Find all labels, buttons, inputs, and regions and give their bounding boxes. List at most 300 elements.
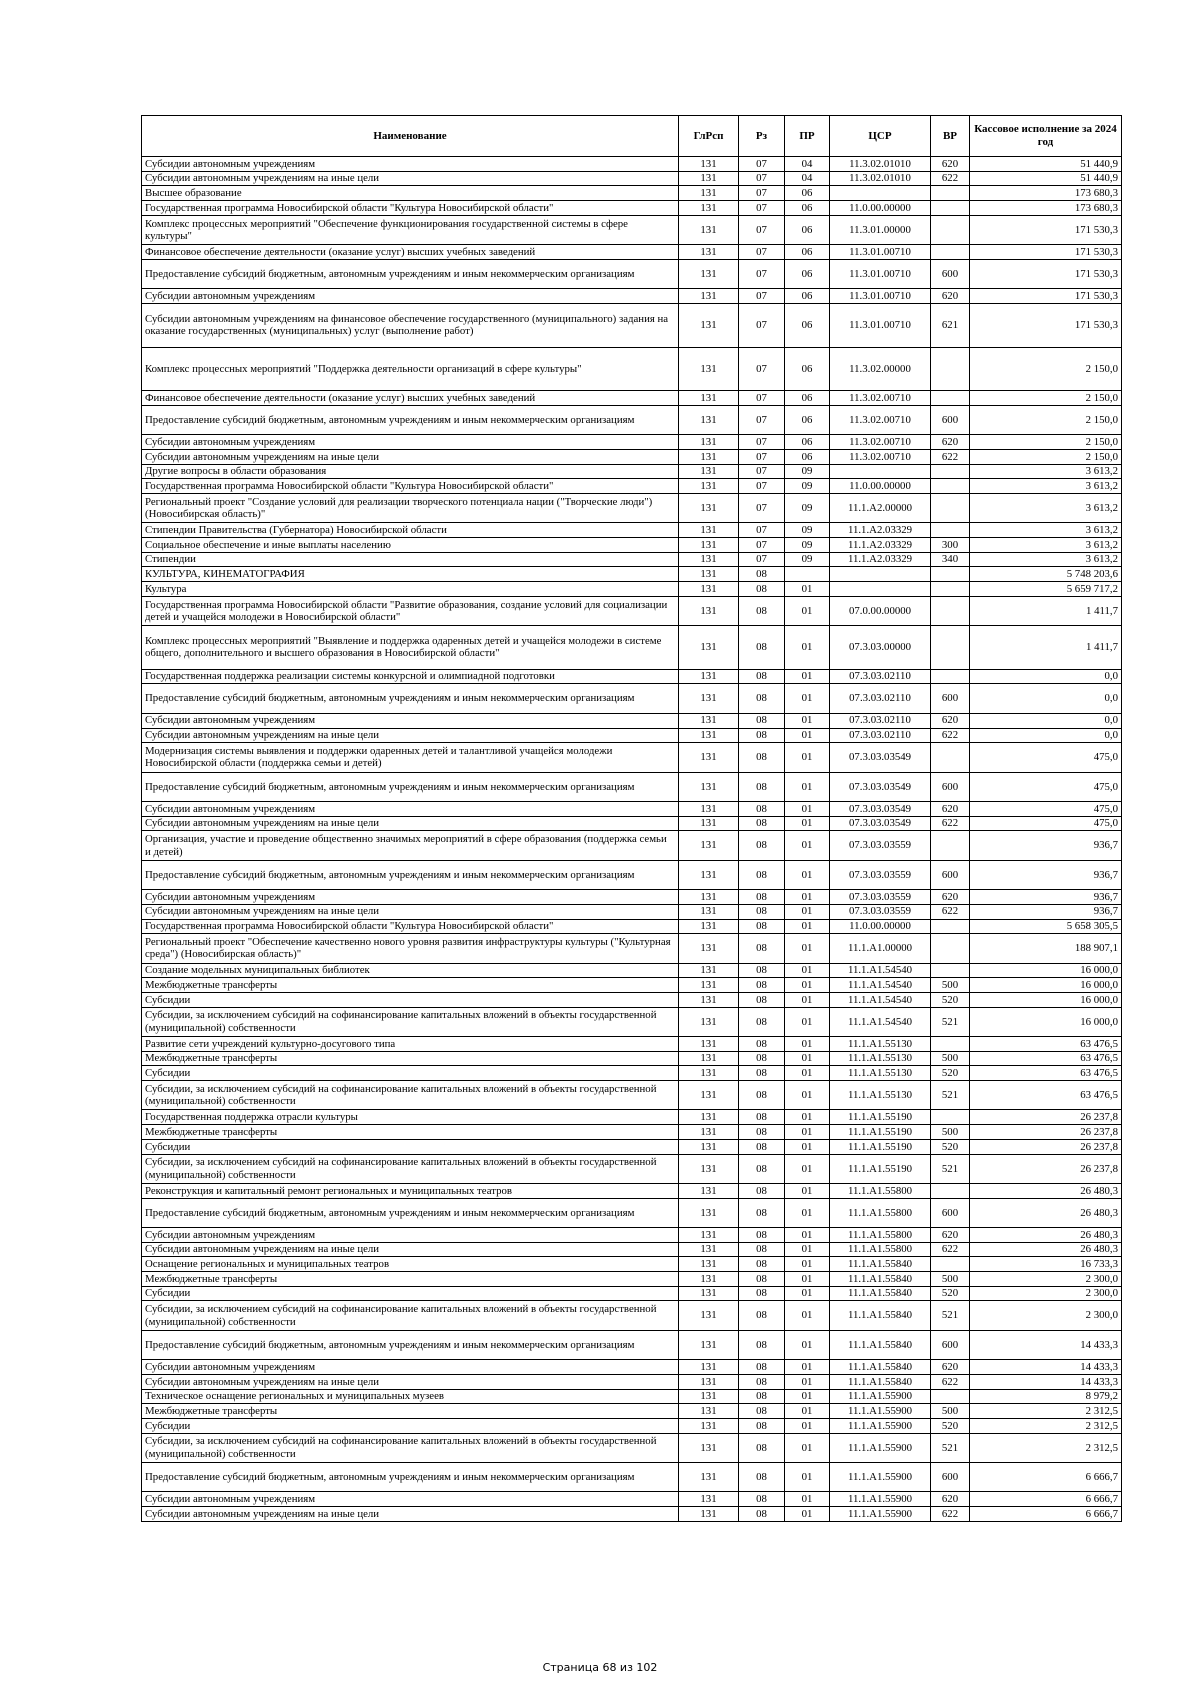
cell-csr: 11.1.А1.55840 — [830, 1257, 931, 1272]
cell-rz: 08 — [739, 1198, 785, 1227]
cell-pr: 01 — [785, 772, 830, 801]
cell-pr: 01 — [785, 1007, 830, 1036]
cell-sum: 6 666,7 — [970, 1492, 1122, 1507]
page-number: Страница 68 из 102 — [542, 1661, 658, 1674]
cell-csr: 07.3.03.03559 — [830, 860, 931, 889]
cell-glrsp: 131 — [679, 186, 739, 201]
cell-glrsp: 131 — [679, 1066, 739, 1081]
cell-rz: 07 — [739, 347, 785, 391]
header-glrsp: ГлРсп — [679, 116, 739, 157]
cell-vr — [931, 567, 970, 582]
cell-glrsp: 131 — [679, 1228, 739, 1243]
table-row — [142, 1257, 1122, 1272]
cell-name: Межбюджетные трансферты — [142, 1404, 679, 1419]
cell-csr: 11.3.02.00710 — [830, 435, 931, 450]
cell-glrsp: 131 — [679, 890, 739, 905]
cell-rz: 08 — [739, 1404, 785, 1419]
cell-sum: 2 150,0 — [970, 435, 1122, 450]
cell-vr: 620 — [931, 890, 970, 905]
cell-name: Государственная поддержка отрасли культуры — [142, 1110, 679, 1125]
table-row — [142, 1463, 1122, 1492]
cell-pr: 09 — [785, 479, 830, 494]
cell-sum: 936,7 — [970, 831, 1122, 860]
cell-name: Субсидии автономным учреждениям на иные цели — [142, 171, 679, 186]
cell-csr — [830, 186, 931, 201]
cell-sum: 26 480,3 — [970, 1228, 1122, 1243]
cell-pr: 09 — [785, 523, 830, 538]
cell-csr: 11.1.А1.55800 — [830, 1183, 931, 1198]
cell-csr: 11.1.А1.55800 — [830, 1198, 931, 1227]
cell-rz: 08 — [739, 992, 785, 1007]
cell-sum: 26 480,3 — [970, 1242, 1122, 1257]
table-row — [142, 626, 1122, 670]
cell-vr — [931, 245, 970, 260]
cell-csr: 07.3.03.03549 — [830, 801, 931, 816]
cell-csr: 11.3.01.00710 — [830, 259, 931, 288]
cell-pr: 01 — [785, 831, 830, 860]
table-row — [142, 201, 1122, 216]
table-row — [142, 1154, 1122, 1183]
cell-name: Комплекс процессных мероприятий "Выявление и поддержка одаренных детей и учащейся молодежи в системе общего, дополнительного и высшего образования в Новосибирской области" — [142, 626, 679, 670]
cell-pr: 01 — [785, 860, 830, 889]
cell-pr: 01 — [785, 1389, 830, 1404]
cell-name: Субсидии автономным учреждениям на иные цели — [142, 904, 679, 919]
table-row — [142, 245, 1122, 260]
cell-sum: 26 237,8 — [970, 1110, 1122, 1125]
table-row — [142, 1330, 1122, 1359]
cell-sum: 936,7 — [970, 890, 1122, 905]
cell-pr: 06 — [785, 215, 830, 244]
cell-vr: 521 — [931, 1301, 970, 1330]
cell-csr: 11.1.А2.03329 — [830, 523, 931, 538]
cell-glrsp: 131 — [679, 1154, 739, 1183]
cell-pr: 09 — [785, 552, 830, 567]
cell-csr: 11.3.02.00710 — [830, 391, 931, 406]
cell-csr: 11.1.А1.55190 — [830, 1139, 931, 1154]
cell-vr: 521 — [931, 1433, 970, 1462]
cell-vr: 620 — [931, 157, 970, 172]
cell-name: Субсидии автономным учреждениям на иные цели — [142, 728, 679, 743]
cell-sum: 16 000,0 — [970, 1007, 1122, 1036]
cell-csr: 11.1.А1.55840 — [830, 1330, 931, 1359]
cell-rz: 08 — [739, 772, 785, 801]
cell-glrsp: 131 — [679, 1125, 739, 1140]
table-row — [142, 1183, 1122, 1198]
cell-name: Предоставление субсидий бюджетным, автономным учреждениям и иным некоммерческим организациям — [142, 684, 679, 713]
cell-pr: 01 — [785, 713, 830, 728]
cell-csr: 11.1.А1.55900 — [830, 1463, 931, 1492]
cell-name: Межбюджетные трансферты — [142, 1051, 679, 1066]
cell-csr: 11.1.А1.55800 — [830, 1228, 931, 1243]
cell-glrsp: 131 — [679, 816, 739, 831]
cell-rz: 08 — [739, 1272, 785, 1287]
cell-csr: 11.3.02.01010 — [830, 157, 931, 172]
cell-glrsp: 131 — [679, 1272, 739, 1287]
cell-glrsp: 131 — [679, 1007, 739, 1036]
cell-rz: 08 — [739, 1360, 785, 1375]
cell-rz: 08 — [739, 1257, 785, 1272]
cell-csr: 11.3.02.01010 — [830, 171, 931, 186]
cell-vr: 600 — [931, 1198, 970, 1227]
cell-vr: 520 — [931, 1066, 970, 1081]
cell-sum: 1 411,7 — [970, 596, 1122, 625]
table-row — [142, 1360, 1122, 1375]
cell-rz: 07 — [739, 405, 785, 434]
cell-sum: 2 150,0 — [970, 405, 1122, 434]
cell-csr: 11.1.А1.55840 — [830, 1360, 931, 1375]
cell-vr — [931, 1110, 970, 1125]
cell-csr: 11.1.А1.55900 — [830, 1507, 931, 1522]
cell-name: Субсидии автономным учреждениям на иные цели — [142, 1507, 679, 1522]
table-row — [142, 1389, 1122, 1404]
cell-sum: 26 237,8 — [970, 1125, 1122, 1140]
cell-pr: 01 — [785, 1507, 830, 1522]
cell-name: Субсидии автономным учреждениям — [142, 435, 679, 450]
table-row — [142, 1051, 1122, 1066]
cell-vr: 620 — [931, 713, 970, 728]
cell-vr — [931, 523, 970, 538]
cell-vr: 622 — [931, 816, 970, 831]
cell-glrsp: 131 — [679, 1242, 739, 1257]
cell-sum: 936,7 — [970, 860, 1122, 889]
cell-csr: 11.1.А1.55900 — [830, 1404, 931, 1419]
table-row — [142, 1066, 1122, 1081]
cell-name: Предоставление субсидий бюджетным, автономным учреждениям и иным некоммерческим организациям — [142, 405, 679, 434]
cell-vr: 520 — [931, 1418, 970, 1433]
cell-pr: 01 — [785, 626, 830, 670]
cell-glrsp: 131 — [679, 1139, 739, 1154]
cell-name: Субсидии автономным учреждениям — [142, 713, 679, 728]
cell-csr — [830, 567, 931, 582]
cell-name: Предоставление субсидий бюджетным, автономным учреждениям и иным некоммерческим организациям — [142, 1463, 679, 1492]
table-row — [142, 904, 1122, 919]
cell-rz: 07 — [739, 552, 785, 567]
cell-vr — [931, 493, 970, 522]
cell-glrsp: 131 — [679, 1404, 739, 1419]
cell-pr: 01 — [785, 1242, 830, 1257]
table-row — [142, 831, 1122, 860]
cell-rz: 07 — [739, 259, 785, 288]
cell-vr: 622 — [931, 171, 970, 186]
cell-csr: 07.3.03.03559 — [830, 904, 931, 919]
cell-rz: 07 — [739, 538, 785, 553]
cell-name: Предоставление субсидий бюджетным, автономным учреждениям и иным некоммерческим организациям — [142, 772, 679, 801]
cell-vr: 600 — [931, 1463, 970, 1492]
cell-rz: 08 — [739, 831, 785, 860]
cell-sum: 3 613,2 — [970, 523, 1122, 538]
cell-csr: 07.3.03.03549 — [830, 772, 931, 801]
cell-glrsp: 131 — [679, 259, 739, 288]
cell-sum: 2 312,5 — [970, 1418, 1122, 1433]
cell-glrsp: 131 — [679, 919, 739, 934]
cell-pr: 01 — [785, 934, 830, 963]
table-row — [142, 1272, 1122, 1287]
cell-sum: 5 659 717,2 — [970, 582, 1122, 597]
cell-pr: 01 — [785, 963, 830, 978]
cell-name: Государственная программа Новосибирской области "Культура Новосибирской области" — [142, 201, 679, 216]
cell-pr: 06 — [785, 289, 830, 304]
cell-rz: 08 — [739, 816, 785, 831]
cell-pr: 01 — [785, 1051, 830, 1066]
cell-csr: 11.1.А1.55130 — [830, 1037, 931, 1052]
cell-sum: 2 300,0 — [970, 1272, 1122, 1287]
table-row — [142, 171, 1122, 186]
cell-csr: 11.1.А1.55130 — [830, 1081, 931, 1110]
cell-csr: 07.0.00.00000 — [830, 596, 931, 625]
table-row — [142, 538, 1122, 553]
cell-pr: 01 — [785, 919, 830, 934]
cell-name: Предоставление субсидий бюджетным, автономным учреждениям и иным некоммерческим организациям — [142, 1198, 679, 1227]
cell-vr: 600 — [931, 1330, 970, 1359]
cell-csr — [830, 464, 931, 479]
table-row — [142, 289, 1122, 304]
cell-sum: 2 300,0 — [970, 1301, 1122, 1330]
table-row — [142, 1492, 1122, 1507]
cell-name: Субсидии, за исключением субсидий на софинансирование капитальных вложений в объекты государственной (муниципальной) собственности — [142, 1007, 679, 1036]
cell-sum: 3 613,2 — [970, 464, 1122, 479]
cell-glrsp: 131 — [679, 303, 739, 347]
cell-rz: 08 — [739, 1301, 785, 1330]
cell-sum: 475,0 — [970, 801, 1122, 816]
cell-csr: 11.1.А1.55840 — [830, 1374, 931, 1389]
cell-vr: 622 — [931, 904, 970, 919]
table-row — [142, 582, 1122, 597]
cell-sum: 5 658 305,5 — [970, 919, 1122, 934]
cell-pr: 01 — [785, 582, 830, 597]
cell-csr: 11.1.А1.55130 — [830, 1066, 931, 1081]
cell-pr: 01 — [785, 596, 830, 625]
header-rz: Рз — [739, 116, 785, 157]
cell-glrsp: 131 — [679, 992, 739, 1007]
cell-vr — [931, 582, 970, 597]
cell-rz: 08 — [739, 1242, 785, 1257]
table-row — [142, 669, 1122, 684]
cell-rz: 08 — [739, 1110, 785, 1125]
cell-rz: 07 — [739, 215, 785, 244]
cell-pr: 01 — [785, 1228, 830, 1243]
cell-csr: 11.3.01.00710 — [830, 289, 931, 304]
cell-rz: 08 — [739, 1139, 785, 1154]
cell-pr: 01 — [785, 801, 830, 816]
cell-name: Субсидии автономным учреждениям — [142, 1360, 679, 1375]
cell-pr: 09 — [785, 493, 830, 522]
cell-name: Создание модельных муниципальных библиотек — [142, 963, 679, 978]
cell-rz: 08 — [739, 626, 785, 670]
cell-vr — [931, 934, 970, 963]
table-row — [142, 816, 1122, 831]
cell-sum: 3 613,2 — [970, 552, 1122, 567]
cell-sum: 173 680,3 — [970, 201, 1122, 216]
cell-vr: 622 — [931, 1242, 970, 1257]
cell-vr: 620 — [931, 801, 970, 816]
cell-pr: 06 — [785, 449, 830, 464]
cell-glrsp: 131 — [679, 567, 739, 582]
cell-rz: 08 — [739, 978, 785, 993]
cell-pr: 06 — [785, 347, 830, 391]
cell-name: Техническое оснащение региональных и муниципальных музеев — [142, 1389, 679, 1404]
cell-name: Субсидии — [142, 1139, 679, 1154]
cell-glrsp: 131 — [679, 1389, 739, 1404]
cell-vr: 500 — [931, 1051, 970, 1066]
cell-glrsp: 131 — [679, 538, 739, 553]
cell-name: Развитие сети учреждений культурно-досугового типа — [142, 1037, 679, 1052]
cell-rz: 08 — [739, 1037, 785, 1052]
cell-name: Финансовое обеспечение деятельности (оказание услуг) высших учебных заведений — [142, 391, 679, 406]
cell-rz: 08 — [739, 919, 785, 934]
cell-csr: 11.1.А1.55900 — [830, 1492, 931, 1507]
cell-pr: 01 — [785, 1110, 830, 1125]
cell-glrsp: 131 — [679, 1301, 739, 1330]
cell-sum: 6 666,7 — [970, 1507, 1122, 1522]
table-row — [142, 860, 1122, 889]
table-row — [142, 919, 1122, 934]
cell-glrsp: 131 — [679, 1330, 739, 1359]
cell-name: Субсидии, за исключением субсидий на софинансирование капитальных вложений в объекты государственной (муниципальной) собственности — [142, 1433, 679, 1462]
table-row — [142, 992, 1122, 1007]
cell-pr: 01 — [785, 1418, 830, 1433]
cell-glrsp: 131 — [679, 479, 739, 494]
cell-glrsp: 131 — [679, 1183, 739, 1198]
cell-rz: 08 — [739, 1330, 785, 1359]
cell-csr: 11.1.А1.55900 — [830, 1433, 931, 1462]
cell-pr: 01 — [785, 1433, 830, 1462]
cell-rz: 08 — [739, 713, 785, 728]
header-sum: Кассовое исполнение за 2024 год — [970, 116, 1122, 157]
cell-rz: 08 — [739, 963, 785, 978]
table-body — [142, 157, 1122, 1522]
table-row — [142, 743, 1122, 772]
cell-pr: 01 — [785, 1125, 830, 1140]
cell-rz: 08 — [739, 1066, 785, 1081]
cell-rz: 07 — [739, 289, 785, 304]
cell-csr: 07.3.03.03549 — [830, 743, 931, 772]
table-row — [142, 1081, 1122, 1110]
cell-rz: 08 — [739, 1154, 785, 1183]
cell-name: Субсидии автономным учреждениям — [142, 157, 679, 172]
cell-vr: 622 — [931, 449, 970, 464]
cell-rz: 08 — [739, 890, 785, 905]
cell-vr — [931, 919, 970, 934]
cell-name: Межбюджетные трансферты — [142, 1125, 679, 1140]
cell-glrsp: 131 — [679, 405, 739, 434]
cell-vr: 520 — [931, 1286, 970, 1301]
header-name: Наименование — [142, 116, 679, 157]
table-row — [142, 1433, 1122, 1462]
cell-name: Субсидии автономным учреждениям на иные цели — [142, 1242, 679, 1257]
cell-glrsp: 131 — [679, 684, 739, 713]
cell-vr: 500 — [931, 1272, 970, 1287]
cell-name: Субсидии — [142, 1418, 679, 1433]
cell-pr: 06 — [785, 245, 830, 260]
cell-glrsp: 131 — [679, 1198, 739, 1227]
cell-rz: 08 — [739, 1463, 785, 1492]
cell-vr: 620 — [931, 1228, 970, 1243]
cell-pr: 04 — [785, 157, 830, 172]
table-row — [142, 493, 1122, 522]
cell-sum: 2 300,0 — [970, 1286, 1122, 1301]
table-row — [142, 1374, 1122, 1389]
table-row — [142, 435, 1122, 450]
cell-rz: 07 — [739, 449, 785, 464]
cell-name: Предоставление субсидий бюджетным, автономным учреждениям и иным некоммерческим организациям — [142, 860, 679, 889]
cell-sum: 26 237,8 — [970, 1139, 1122, 1154]
cell-name: Субсидии автономным учреждениям — [142, 1492, 679, 1507]
table-row — [142, 552, 1122, 567]
cell-sum: 14 433,3 — [970, 1360, 1122, 1375]
cell-pr: 01 — [785, 1360, 830, 1375]
cell-name: Стипендии — [142, 552, 679, 567]
cell-sum: 171 530,3 — [970, 289, 1122, 304]
cell-sum: 5 748 203,6 — [970, 567, 1122, 582]
table-row — [142, 479, 1122, 494]
cell-vr: 622 — [931, 728, 970, 743]
header-vr: ВР — [931, 116, 970, 157]
cell-pr: 01 — [785, 1081, 830, 1110]
cell-sum: 16 000,0 — [970, 992, 1122, 1007]
cell-vr — [931, 201, 970, 216]
cell-glrsp: 131 — [679, 449, 739, 464]
cell-name: Субсидии — [142, 1066, 679, 1081]
cell-csr: 11.3.01.00710 — [830, 303, 931, 347]
cell-vr: 622 — [931, 1374, 970, 1389]
cell-pr: 01 — [785, 1374, 830, 1389]
cell-pr: 01 — [785, 1257, 830, 1272]
cell-name: Субсидии автономным учреждениям — [142, 1228, 679, 1243]
cell-csr: 11.0.00.00000 — [830, 479, 931, 494]
cell-sum: 14 433,3 — [970, 1330, 1122, 1359]
cell-sum: 14 433,3 — [970, 1374, 1122, 1389]
cell-name: Субсидии — [142, 992, 679, 1007]
cell-vr: 300 — [931, 538, 970, 553]
table-row — [142, 567, 1122, 582]
cell-rz: 07 — [739, 493, 785, 522]
cell-pr: 01 — [785, 743, 830, 772]
table-row — [142, 523, 1122, 538]
table-row — [142, 405, 1122, 434]
cell-rz: 08 — [739, 904, 785, 919]
cell-pr: 01 — [785, 890, 830, 905]
cell-pr: 01 — [785, 1139, 830, 1154]
cell-sum: 2 150,0 — [970, 347, 1122, 391]
cell-csr: 11.1.А2.03329 — [830, 552, 931, 567]
cell-name: Культура — [142, 582, 679, 597]
cell-vr: 500 — [931, 978, 970, 993]
cell-rz: 08 — [739, 801, 785, 816]
cell-sum: 2 150,0 — [970, 449, 1122, 464]
cell-name: Субсидии автономным учреждениям на финансовое обеспечение государственного (муниципального) задания на оказание государственных (муниципальных) услуг (выполнение работ) — [142, 303, 679, 347]
cell-rz: 07 — [739, 303, 785, 347]
cell-vr — [931, 1183, 970, 1198]
cell-vr — [931, 831, 970, 860]
table-row — [142, 259, 1122, 288]
cell-glrsp: 131 — [679, 523, 739, 538]
cell-sum: 63 476,5 — [970, 1066, 1122, 1081]
cell-sum: 3 613,2 — [970, 493, 1122, 522]
table-row — [142, 1228, 1122, 1243]
cell-name: Межбюджетные трансферты — [142, 978, 679, 993]
cell-sum: 475,0 — [970, 743, 1122, 772]
cell-sum: 171 530,3 — [970, 215, 1122, 244]
cell-glrsp: 131 — [679, 245, 739, 260]
cell-csr: 11.1.А1.54540 — [830, 963, 931, 978]
cell-rz: 08 — [739, 728, 785, 743]
cell-vr: 620 — [931, 1492, 970, 1507]
cell-rz: 07 — [739, 157, 785, 172]
cell-rz: 08 — [739, 582, 785, 597]
cell-vr: 622 — [931, 1507, 970, 1522]
cell-vr: 620 — [931, 1360, 970, 1375]
table-row — [142, 1404, 1122, 1419]
